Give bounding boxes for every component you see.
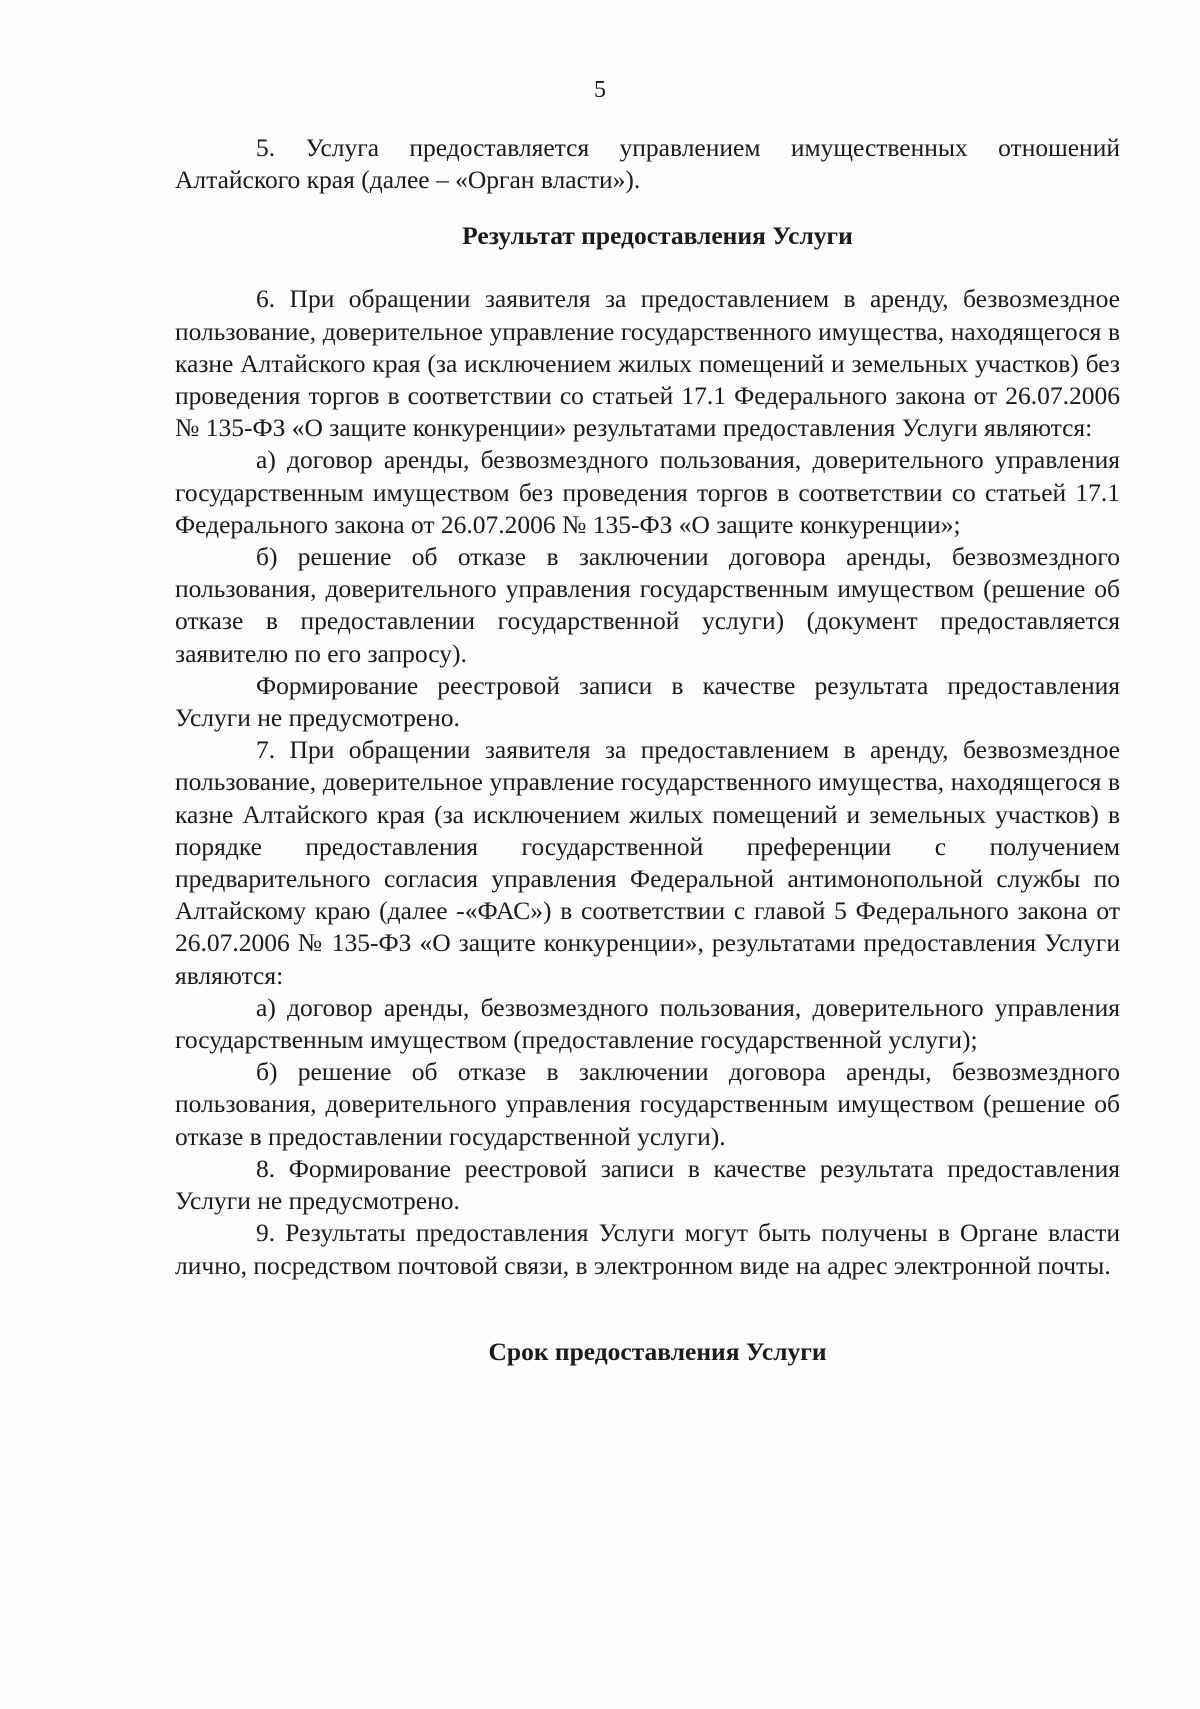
paragraph-6: 6. При обращении заявителя за предоставлением в аренду, безвозмездное пользование, доверительное управление государственного имущества, находящегося в казне Алтайского края (за исключением жилых помещений и земельных участков) без проведения торгов в соответствии со статьей 17.1 Федерального закона от 26.07.2006 № 135-ФЗ «О защите конкуренции» результатами предоставления Услуги являются: [175,284,1120,443]
paragraph-9: 9. Результаты предоставления Услуги могут быть получены в Органе власти лично, посредством почтовой связи, в электронном виде на адрес электронной почты. [175,1218,1120,1280]
heading-term: Срок предоставления Услуги [488,1336,827,1366]
document-body [175,132,1120,1368]
paragraph-7b: б) решение об отказе в заключении договора аренды, безвозмездного пользования, доверительного управления государственным имуществом (решение об отказе в предоставлении государственной услуги). [175,1057,1120,1151]
paragraph-7: 7. При обращении заявителя за предоставлением в аренду, безвозмездное пользование, доверительное управление государственного имущества, находящегося в казне Алтайского края (за исключением жилых помещений и земельных участков) в порядке предоставления государственной преференции с получением предварительного согласия управления Федеральной антимонопольной службы по Алтайскому краю (далее -«ФАС») в соответствии с главой 5 Федерального закона от 26.07.2006 № 135-ФЗ «О защите конкуренции», результатами предоставления Услуги являются: [175,735,1120,990]
heading-result: Результат предоставления Услуги [462,221,853,251]
paragraph-7a: а) договор аренды, безвозмездного пользования, доверительного управления государственным имуществом (предоставление государственной услуги); [175,992,1120,1055]
page-number: 5 [594,77,606,103]
paragraph-5: 5. Услуга предоставляется управлением имущественных отношений Алтайского края (далее – «Орган власти»). [175,133,1120,195]
paragraph-8: 8. Формирование реестровой записи в качестве результата предоставления Услуги не предусмотрено. [175,1153,1120,1216]
paragraph-6-note: Формирование реестровой записи в качестве результата предоставления Услуги не предусмотрено. [175,670,1120,733]
paragraph-6a: а) договор аренды, безвозмездного пользования, доверительного управления государственным имуществом без проведения торгов в соответствии со статьей 17.1 Федерального закона от 26.07.2006 № 135-ФЗ «О защите конкуренции»; [175,445,1120,539]
paragraph-6b: б) решение об отказе в заключении договора аренды, безвозмездного пользования, доверительного управления государственным имуществом (решение об отказе в предоставлении государственной услуги) (документ предоставляется заявителю по его запросу). [175,542,1120,668]
